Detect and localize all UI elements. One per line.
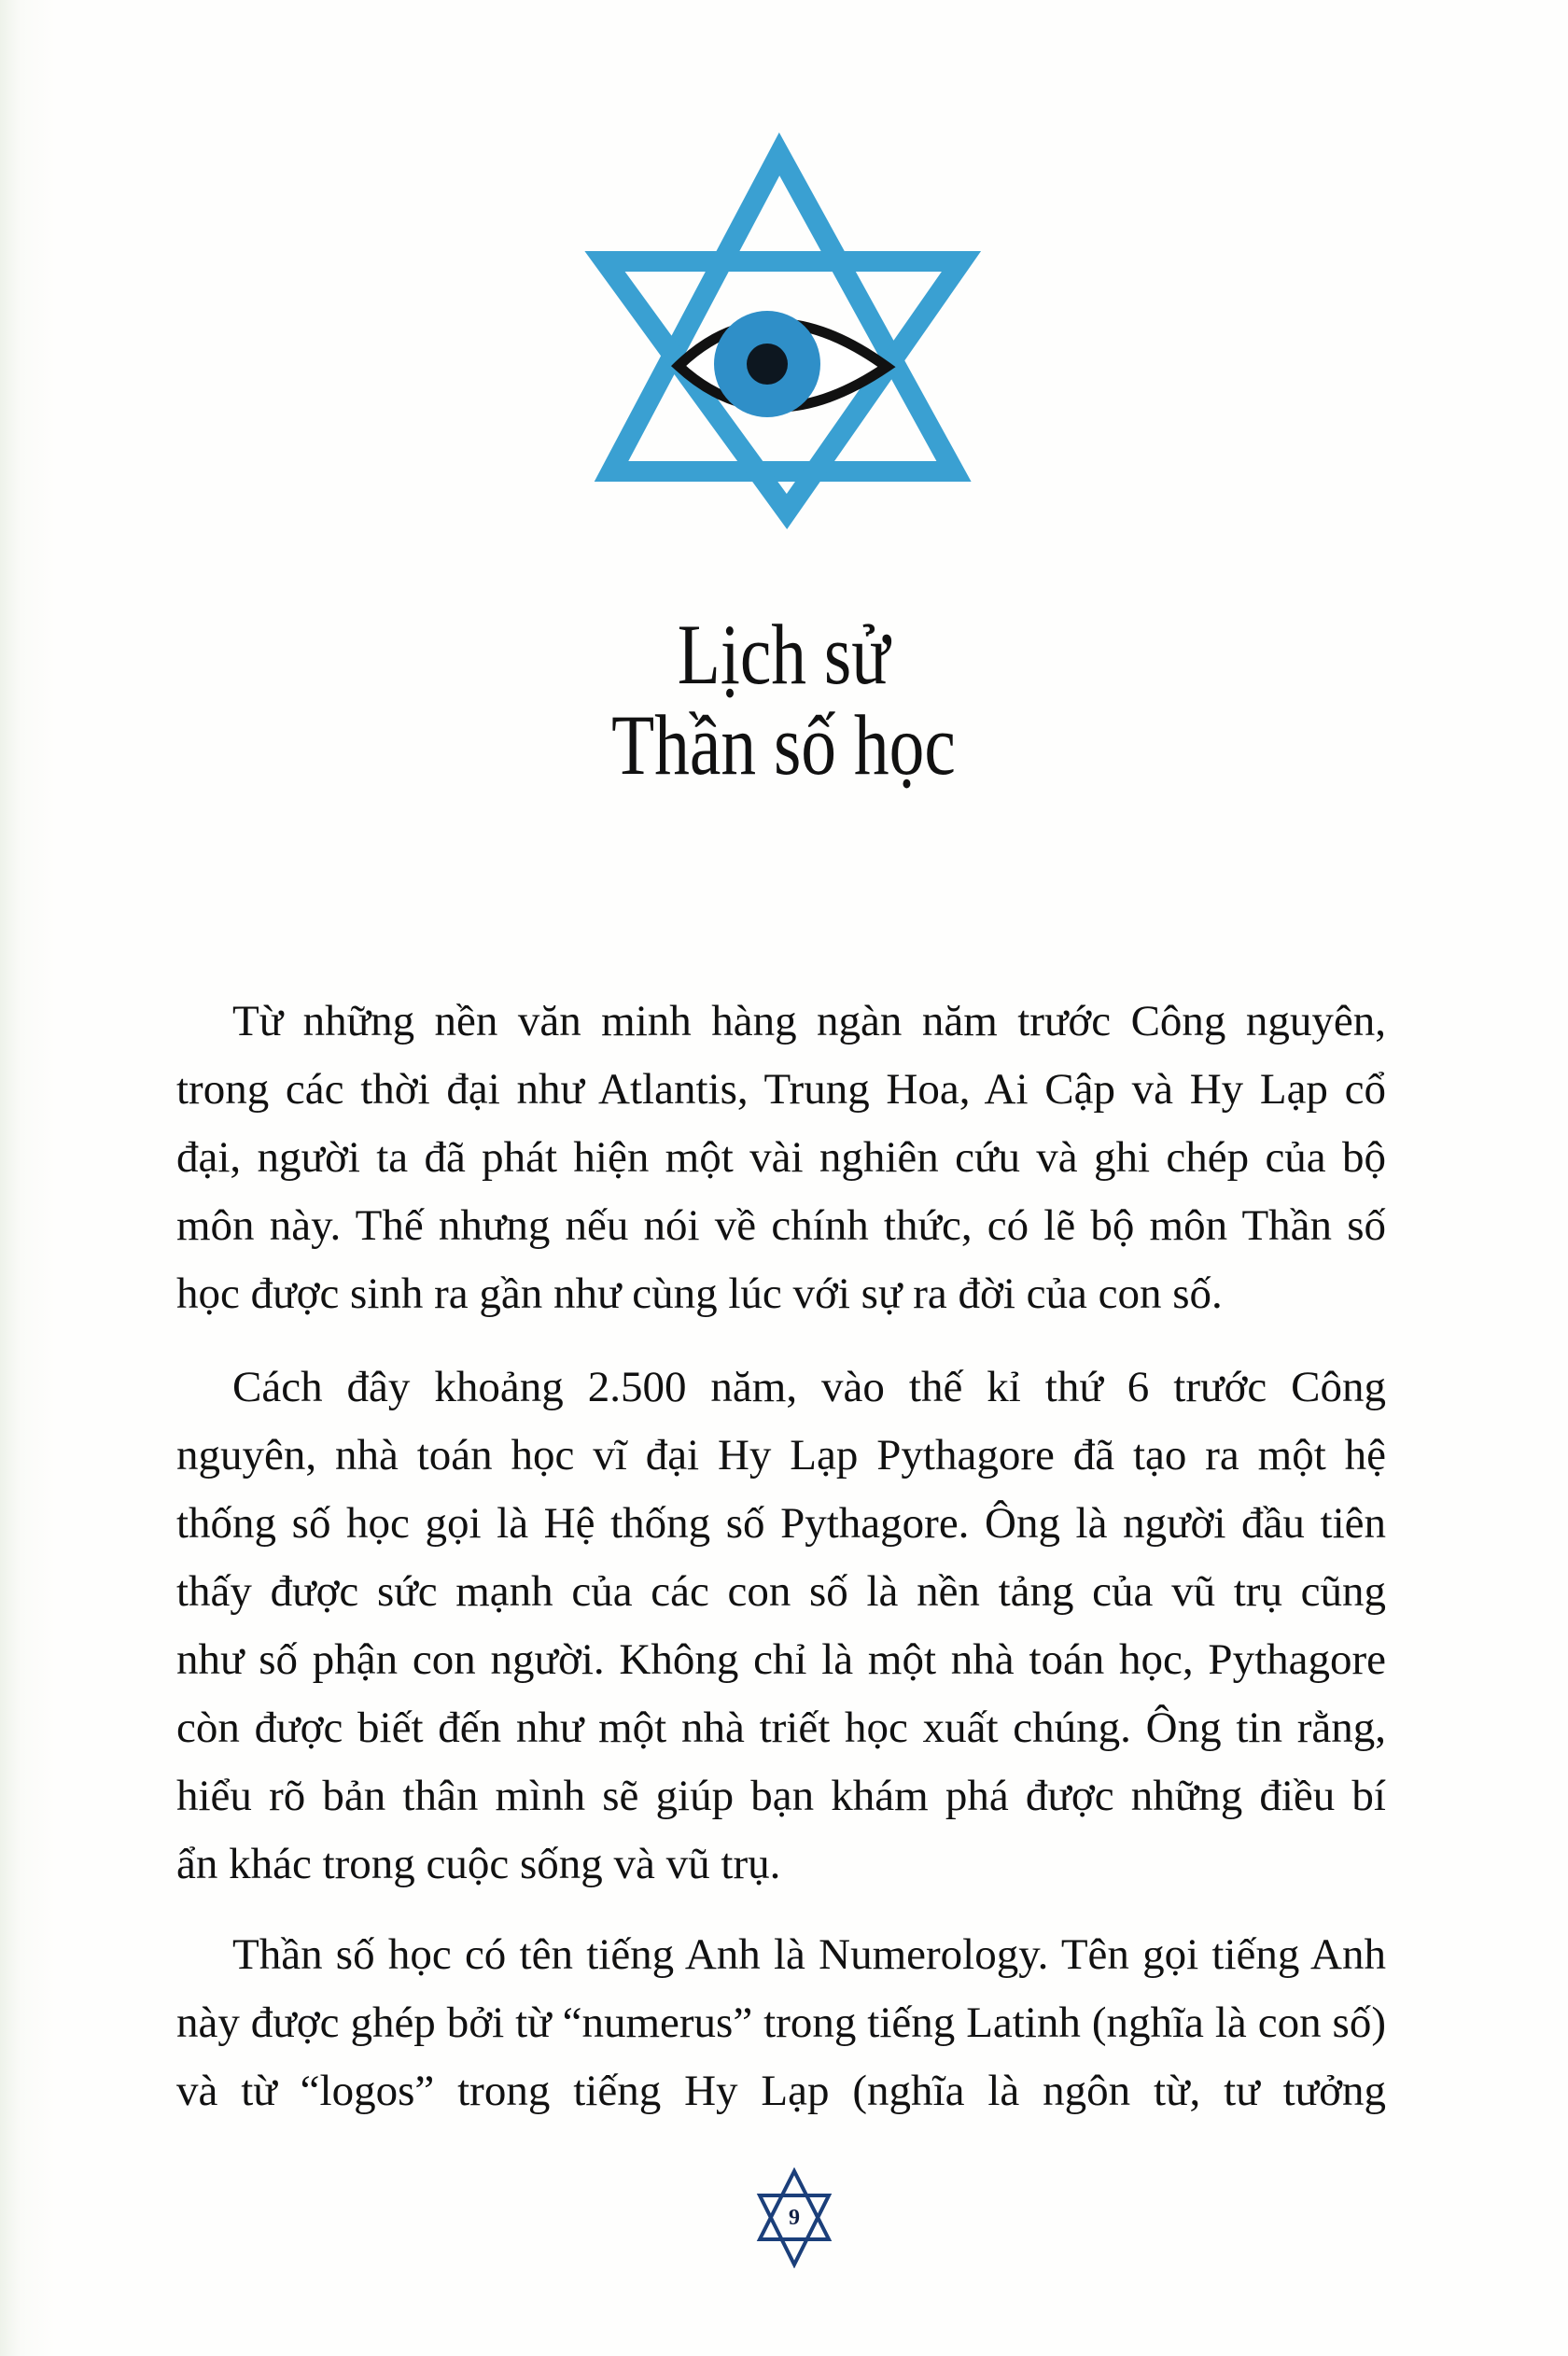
text-line: này được ghép bởi từ “numerus” trong tiếng Latinh (nghĩa là con số) bbox=[176, 1998, 1386, 2047]
text-line: môn này. Thế nhưng nếu nói về chính thức, có lẽ bộ môn Thần số bbox=[176, 1201, 1386, 1250]
text-line: học được sinh ra gần như cùng lúc với sự ra đời của con số. bbox=[176, 1269, 1223, 1318]
page-number-marker bbox=[752, 2167, 836, 2273]
text-line: Từ những nền văn minh hàng ngàn năm trước Công nguyên, bbox=[232, 997, 1386, 1045]
star-up-triangle bbox=[611, 154, 954, 471]
text-line: đại, người ta đã phát hiện một vài nghiên cứu và ghi chép của bộ bbox=[176, 1133, 1386, 1182]
chapter-title-line2: Thần số học bbox=[611, 697, 956, 792]
star-of-david-eye-icon bbox=[0, 0, 1568, 653]
text-line: như số phận con người. Không chỉ là một nhà toán học, Pythagore bbox=[176, 1635, 1386, 1684]
text-line: hiểu rõ bản thân mình sẽ giúp bạn khám phá được những điều bí bbox=[176, 1772, 1386, 1820]
text-line: nguyên, nhà toán học vĩ đại Hy Lạp Pythagore đã tạo ra một hệ bbox=[176, 1431, 1386, 1480]
text-line: Cách đây khoảng 2.500 năm, vào thế kỉ thứ 6 trước Công bbox=[232, 1363, 1386, 1411]
text-line: Thần số học có tên tiếng Anh là Numerology. Tên gọi tiếng Anh bbox=[232, 1930, 1386, 1979]
text-line: thấy được sức mạnh của các con số là nền tảng của vũ trụ cũng bbox=[176, 1567, 1386, 1616]
eye-pupil bbox=[747, 344, 788, 385]
text-line: trong các thời đại như Atlantis, Trung Hoa, Ai Cập và Hy Lạp cổ bbox=[176, 1065, 1386, 1114]
page-number: 9 bbox=[789, 2206, 800, 2230]
text-line: và từ “logos” trong tiếng Hy Lạp (nghĩa là ngôn từ, tư tưởng bbox=[176, 2067, 1386, 2115]
paragraph-1 bbox=[176, 988, 1386, 1328]
chapter-title-line1: Lịch sử bbox=[677, 607, 890, 702]
paragraph-3 bbox=[176, 1921, 1386, 2125]
paragraph-2 bbox=[176, 1353, 1386, 1899]
text-line: thống số học gọi là Hệ thống số Pythagore. Ông là người đầu tiên bbox=[176, 1499, 1386, 1548]
text-line: ẩn khác trong cuộc sống và vũ trụ. bbox=[176, 1840, 781, 1888]
text-line: còn được biết đến như một nhà triết học xuất chúng. Ông tin rằng, bbox=[176, 1704, 1386, 1752]
